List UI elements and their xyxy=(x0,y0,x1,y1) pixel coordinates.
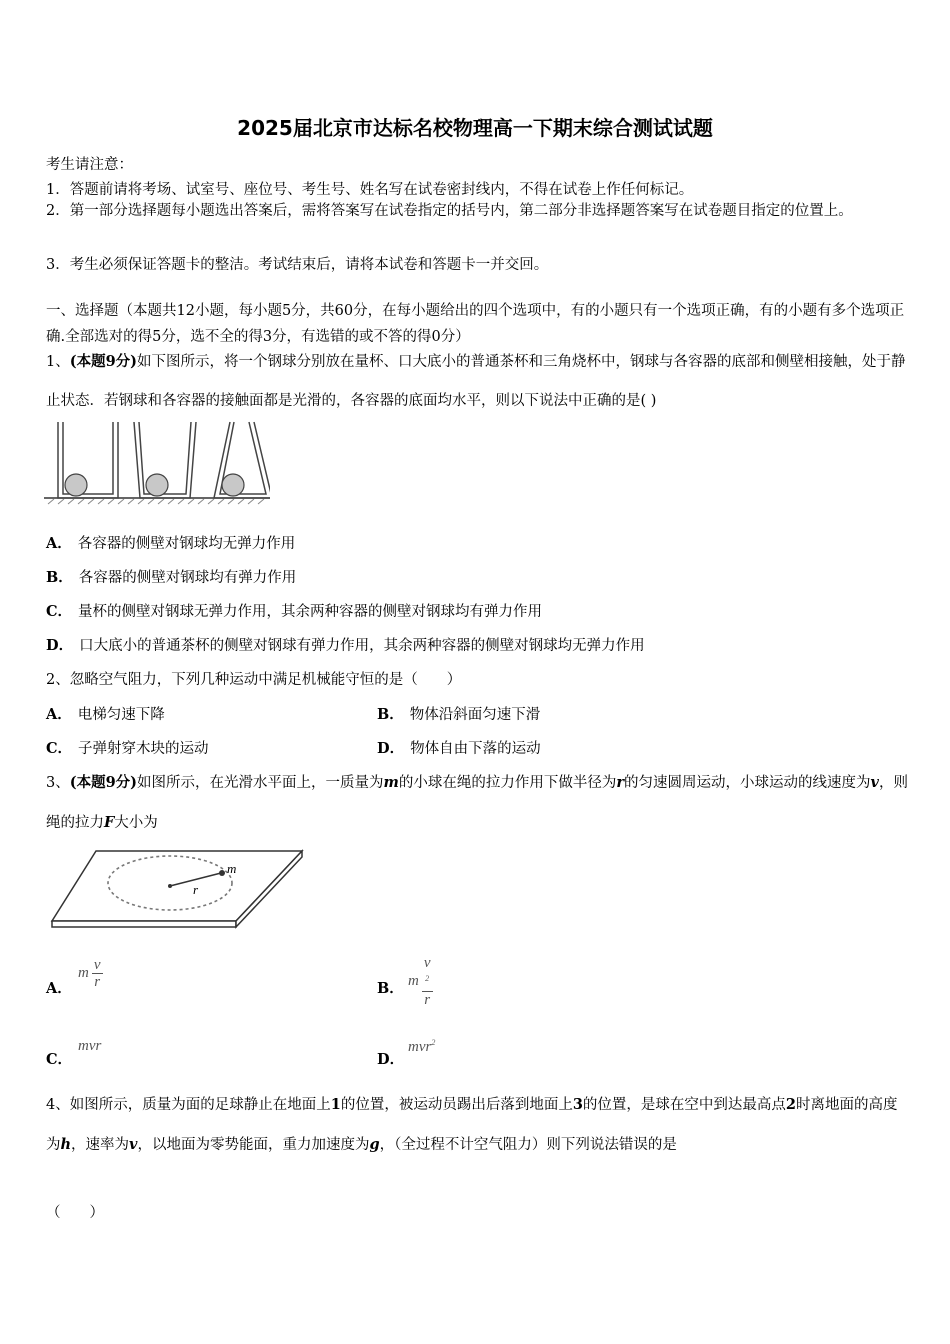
q1-option-c[interactable]: C． 量杯的侧壁对钢球无弹力作用，其余两种容器的侧壁对钢球均有弹力作用 xyxy=(46,603,543,620)
steel-ball-3 xyxy=(222,474,244,496)
q2-option-b[interactable]: B． 物体沿斜面匀速下滑 xyxy=(377,706,541,723)
question-4-stem: 4、如图所示，质量为面的足球静止在地面上1的位置，被运动员踢出后落到地面上3的位置，是球在空中到达最高点2时离地面的高度为h，速率为v，以地面为零势能面，重力加速度为g，（全过程不计空气阻力）则下列说法错误的是 xyxy=(46,1096,898,1153)
q2-option-c[interactable]: C． 子弹射穿木块的运动 xyxy=(46,740,209,757)
steel-ball-1 xyxy=(65,474,87,496)
q3-circular-motion-figure xyxy=(50,848,306,930)
q3-option-d-formula: mvr$^2$ xyxy=(408,1038,436,1055)
q1-containers-figure xyxy=(44,418,270,508)
question-2-stem: 2、忽略空气阻力，下列几种运动中满足机械能守恒的是（ ） xyxy=(46,672,462,688)
q2-option-a[interactable]: A． 电梯匀速下降 xyxy=(46,706,165,723)
page-title: 2025届北京市达标名校物理高一下期末综合测试试题 xyxy=(237,116,713,140)
notice-item-3: 3．考生必须保证答题卡的整洁。考试结束后，请将本试卷和答题卡一并交回。 xyxy=(46,257,549,273)
q1-option-d[interactable]: D． 口大底小的普通茶杯的侧壁对钢球有弹力作用，其余两种容器的侧壁对钢球均无弹力作用 xyxy=(46,637,645,654)
q1-text: 如下图所示，将一个钢球分别放在量杯、口大底小的普通茶杯和三角烧杯中，钢球与各容器的底部和侧壁相接触，处于静止状态．若钢球和各容器的接触面都是光滑的，各容器的底面均水平，则以下说法中正确的是( ) xyxy=(46,354,906,409)
section-intro: 一、选择题（本题共12小题，每小题5分，共60分，在每小题给出的四个选项中，有的小题只有一个选项正确，有的小题有多个选项正确.全部选对的得5分，选不全的得3分，有选错的或不答的得0分） xyxy=(46,303,905,345)
q1-number: 1、 xyxy=(46,354,70,370)
question-1-stem xyxy=(46,342,908,421)
q3-option-d[interactable]: D． xyxy=(377,1051,405,1068)
q3-option-c[interactable]: C． xyxy=(46,1051,73,1068)
question-3-stem: 3、(本题9分)如图所示，在光滑水平面上，一质量为m的小球在绳的拉力作用下做半径为r的匀速圆周运动，小球运动的线速度为v，则绳的拉力F大小为 xyxy=(46,774,908,831)
small-ball xyxy=(219,870,225,876)
mass-label: m xyxy=(227,861,237,876)
q1-score: (本题9分) xyxy=(69,353,138,370)
q3-option-c-formula: mvr xyxy=(78,1038,102,1054)
q3-option-b-formula: m v $^2$ r xyxy=(408,955,431,1008)
q1-option-a[interactable]: A． 各容器的侧壁对钢球均无弹力作用 xyxy=(46,535,296,552)
q3-option-a-formula: m $\frac{v}{r}$ xyxy=(78,957,101,990)
notice-item-2: 2．第一部分选择题每小题选出答案后，需将答案写在试卷指定的括号内，第二部分非选择题答案写在试卷题目指定的位置上。 xyxy=(46,203,853,219)
q3-option-a[interactable]: A． xyxy=(46,980,72,997)
steel-ball-2 xyxy=(146,474,168,496)
q1-option-b[interactable]: B． 各容器的侧壁对钢球均有弹力作用 xyxy=(46,569,297,586)
notice-item-1: 1．答题前请将考场、试室号、座位号、考生号、姓名写在试卷密封线内，不得在试卷上作任何标记。 xyxy=(46,182,694,198)
q4-answer-blank[interactable]: （ ） xyxy=(46,1205,104,1221)
radius-label: r xyxy=(193,882,199,897)
q2-option-d[interactable]: D． 物体自由下落的运动 xyxy=(377,740,541,757)
notice-heading: 考生请注意： xyxy=(46,157,133,173)
q3-option-b[interactable]: B． xyxy=(377,980,404,997)
